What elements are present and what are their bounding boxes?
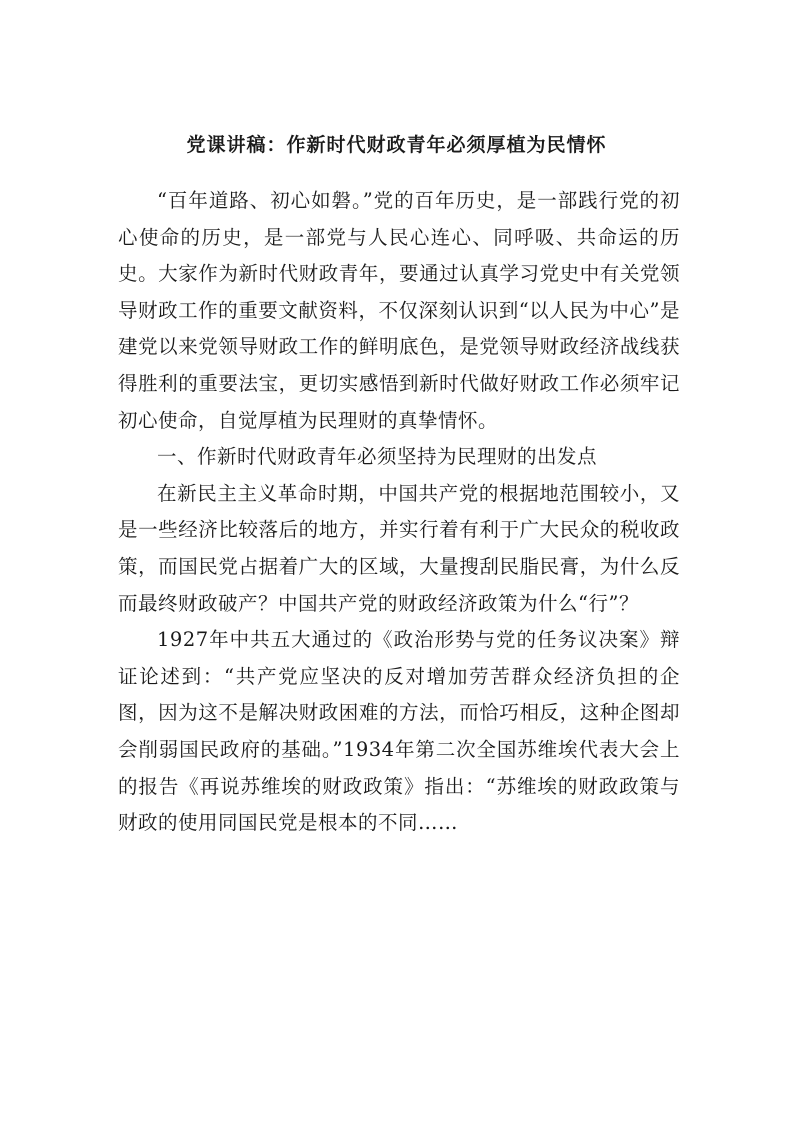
paragraph-intro: “百年道路、初心如磐。”党的百年历史，是一部践行党的初心使命的历史，是一部党与人民心连心、同呼吸、共命运的历史。大家作为新时代财政青年，要通过认真学习党史中有关党领导财政工作的重要文献资料，不仅深刻认识到“以人民为中心”是建党以来党领导财政工作的鲜明底色，是党领导财政经济战线获得胜利的重要法宝，更切实感悟到新时代做好财政工作必须牢记初心使命，自觉厚植为民理财的真挚情怀。 [118,189,680,432]
section-heading-1: 一、作新时代财政青年必须坚持为民理财的出发点 [157,445,598,469]
document-body [118,183,680,842]
paragraph-revolution: 在新民主主义革命时期，中国共产党的根据地范围较小，又是一些经济比较落后的地方，并实行着有利于广大民众的税收政策，而国民党占据着广大的区域，大量搜刮民脂民膏，为什么反而最终财政破产？中国共产党的财政经济政策为什么“行”？ [118,481,680,615]
document-title: 党课讲稿：作新时代财政青年必须厚植为民情怀 [186,134,607,156]
paragraph-1927: 1927年中共五大通过的《政治形势与党的任务议决案》辩证论述到：“共产党应坚决的反对增加劳苦群众经济负担的企图，因为这不是解决财政困难的方法，而恰巧相反，这种企图却会削弱国民政府的基础。”1934年第二次全国苏维埃代表大会上的报告《再说苏维埃的财政政策》指出：“苏维埃的财政政策与财政的使用同国民党是根本的不同…… [118,628,680,835]
